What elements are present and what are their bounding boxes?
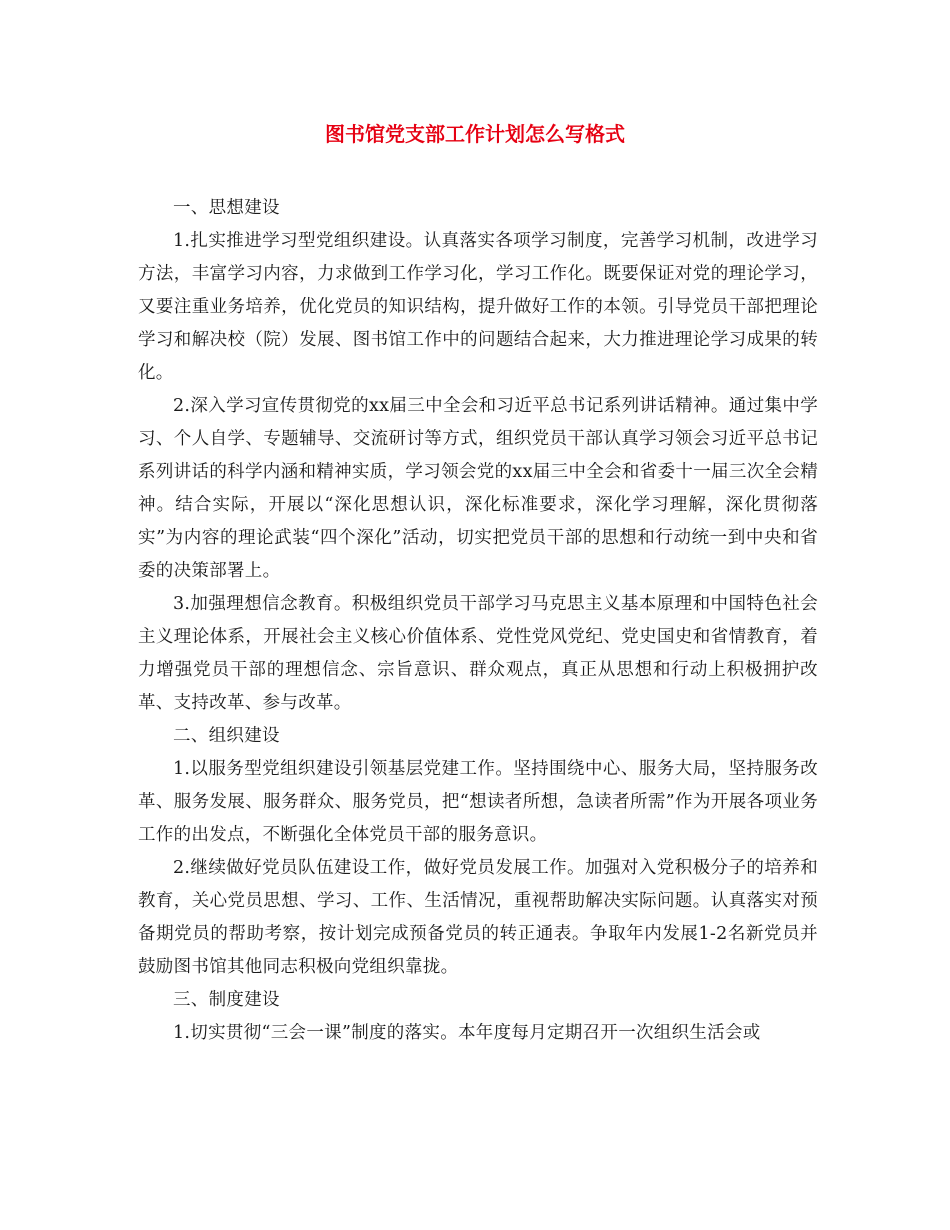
section-heading-organization: 二、组织建设 [173, 726, 280, 746]
paragraph: 2.深入学习宣传贯彻党的xx届三中全会和习近平总书记系列讲话精神。通过集中学习、个人自学、专题辅导、交流研讨等方式，组织党员干部认真学习领会习近平总书记系列讲话的科学内涵和精神实质，学习领会党的xx届三中全会和省委十一届三次全会精神。结合实际，开展以“深化思想认识，深化标准要求，深化学习理解，深化贯彻落实”为内容的理论武装“四个深化”活动，切实把党员干部的思想和行动统一到中央和省委的决策部署上。 [138, 396, 818, 581]
document-title: 图书馆党支部工作计划怎么写格式 [325, 122, 625, 146]
paragraph: 2.继续做好党员队伍建设工作，做好党员发展工作。加强对入党积极分子的培养和教育，关心党员思想、学习、工作、生活情况，重视帮助解决实际问题。认真落实对预备期党员的帮助考察，按计划完成预备党员的转正通表。争取年内发展1-2名新党员并鼓励图书馆其他同志积极向党组织靠拢。 [138, 858, 818, 977]
paragraph: 1.扎实推进学习型党组织建设。认真落实各项学习制度，完善学习机制，改进学习方法，丰富学习内容，力求做到工作学习化，学习工作化。既要保证对党的理论学习，又要注重业务培养，优化党员的知识结构，提升做好工作的本领。引导党员干部把理论学习和解决校（院）发展、图书馆工作中的问题结合起来，大力推进理论学习成果的转化。 [138, 231, 818, 383]
document-body [138, 192, 818, 1050]
paragraph: 1.切实贯彻“三会一课”制度的落实。本年度每月定期召开一次组织生活会或 [173, 1023, 761, 1043]
section-heading-system: 三、制度建设 [173, 990, 280, 1010]
paragraph: 3.加强理想信念教育。积极组织党员干部学习马克思主义基本原理和中国特色社会主义理论体系，开展社会主义核心价值体系、党性党风党纪、党史国史和省情教育，着力增强党员干部的理想信念、宗旨意识、群众观点，真正从思想和行动上积极拥护改革、支持改革、参与改革。 [138, 594, 818, 713]
paragraph: 1.以服务型党组织建设引领基层党建工作。坚持围绕中心、服务大局，坚持服务改革、服务发展、服务群众、服务党员，把“想读者所想，急读者所需”作为开展各项业务工作的出发点，不断强化全体党员干部的服务意识。 [138, 759, 818, 845]
section-heading-ideology: 一、思想建设 [173, 198, 280, 218]
